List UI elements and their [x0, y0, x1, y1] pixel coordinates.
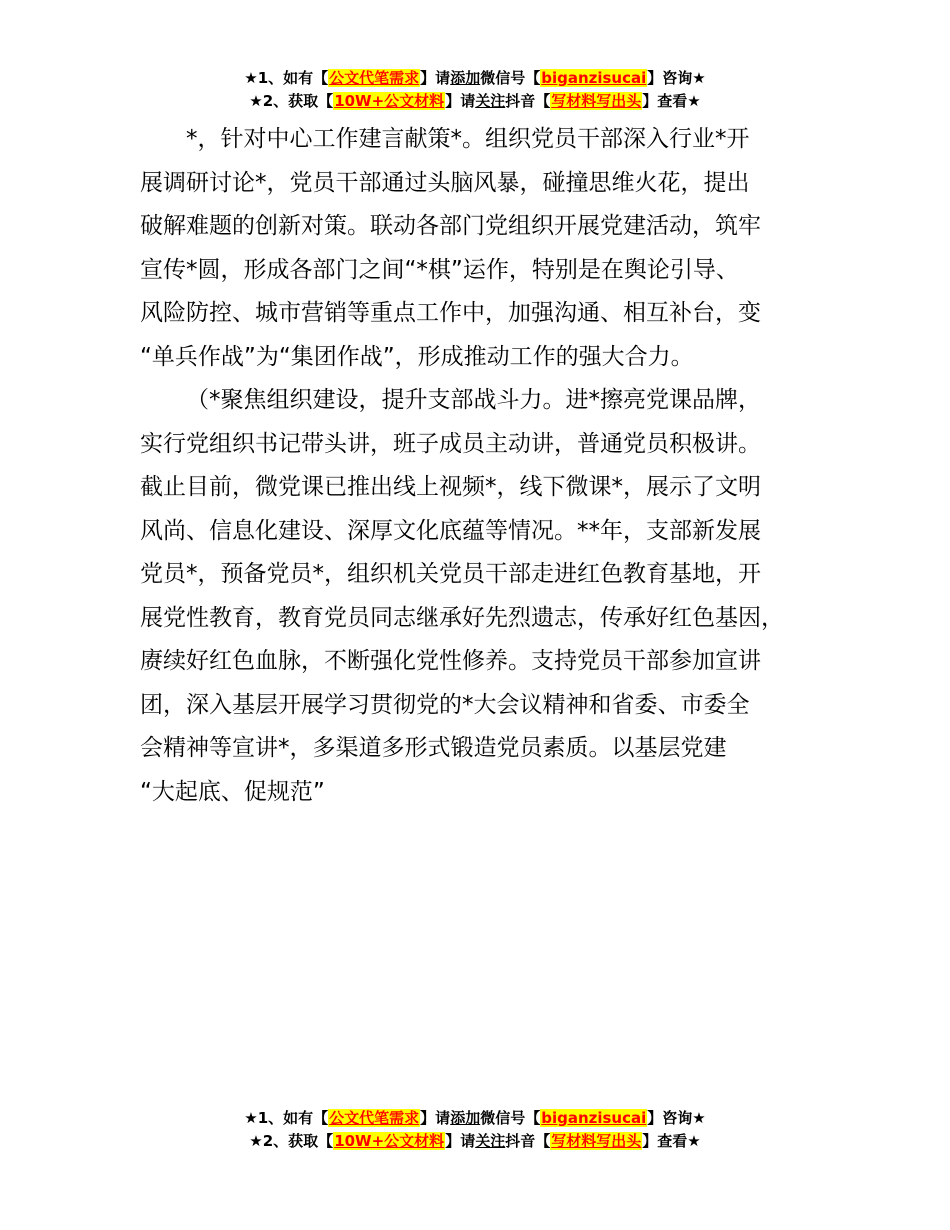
paragraph-2: （*聚焦组织建设，提升支部战斗力。进*擦亮党课品牌， 实行党组织书记带头讲，班子成员主动讲，普通党员积极讲。 截止目前，微党课已推出线上视频*，线下微课*，展示了文明 风尚、信息化建设、深厚文化底蕴等情况。**年，支部新发展 党员*，预备党员*，组织机关党员干部走进红色教育基地，开 展党性教育，教育党员同志继承好先烈遗志，传承好红色基因， 赓续好红色血脉，不断强化党性修养。支持党员干部参加宣讲 团，深入基层开展学习贯彻党的*大会议精神和省委、市委全 会精神等宣讲*，多渠道多形式锻造党员素质。以基层党建 “大起底、促规范” — [140, 387, 784, 805]
banner-text: ★2、获取【 — [249, 1132, 334, 1150]
banner-highlight-douyin-account: 写材料写出头 — [551, 1132, 642, 1150]
document-body — [140, 118, 830, 814]
banner-underlined-text: 关注 — [475, 92, 506, 110]
banner-underlined-text: 添加 — [450, 1109, 481, 1127]
footer-banner-line-1 — [0, 1107, 950, 1130]
banner-underlined-text: 添加 — [450, 69, 481, 87]
banner-text: 】请 — [420, 1109, 451, 1127]
banner-highlight-materials: 10W+公文材料 — [334, 92, 445, 110]
banner-highlight-ghostwriting: 公文代笔需求 — [329, 69, 420, 87]
header-banner-line-1 — [0, 67, 950, 90]
banner-highlight-wechat-id: biganzisucai — [541, 1109, 647, 1127]
banner-text: 】查看★ — [642, 92, 701, 110]
banner-text: 微信号【 — [480, 69, 541, 87]
banner-text: 】请 — [420, 69, 451, 87]
header-banner-line-2 — [0, 90, 950, 113]
banner-text: 】咨询★ — [647, 1109, 706, 1127]
banner-text: 抖音【 — [505, 1132, 551, 1150]
banner-text: 微信号【 — [480, 1109, 541, 1127]
header-banner — [0, 67, 950, 113]
banner-highlight-wechat-id: biganzisucai — [541, 69, 647, 87]
banner-highlight-douyin-account: 写材料写出头 — [551, 92, 642, 110]
banner-text: 抖音【 — [505, 92, 551, 110]
banner-underlined-text: 关注 — [475, 1132, 506, 1150]
banner-text: ★1、如有【 — [244, 69, 329, 87]
footer-banner — [0, 1107, 950, 1153]
banner-text: ★2、获取【 — [249, 92, 334, 110]
banner-text: 】请 — [445, 92, 476, 110]
banner-text: 】查看★ — [642, 1132, 701, 1150]
banner-text: 】咨询★ — [647, 69, 706, 87]
banner-text: ★1、如有【 — [244, 1109, 329, 1127]
banner-highlight-materials: 10W+公文材料 — [334, 1132, 445, 1150]
footer-banner-line-2 — [0, 1130, 950, 1153]
paragraph-1: *，针对中心工作建言献策*。组织党员干部深入行业*开 展调研讨论*，党员干部通过头脑风暴，碰撞思维火花，提出 破解难题的创新对策。联动各部门党组织开展党建活动，筑牢 宣传*圆，形成各部门之间“*棋”运作，特别是在舆论引导、 风险防控、城市营销等重点工作中，加强沟通、相互补台，变 “单兵作战”为“集团作战”，形成推动工作的强大合力。 — [140, 126, 761, 370]
banner-highlight-ghostwriting: 公文代笔需求 — [329, 1109, 420, 1127]
banner-text: 】请 — [445, 1132, 476, 1150]
